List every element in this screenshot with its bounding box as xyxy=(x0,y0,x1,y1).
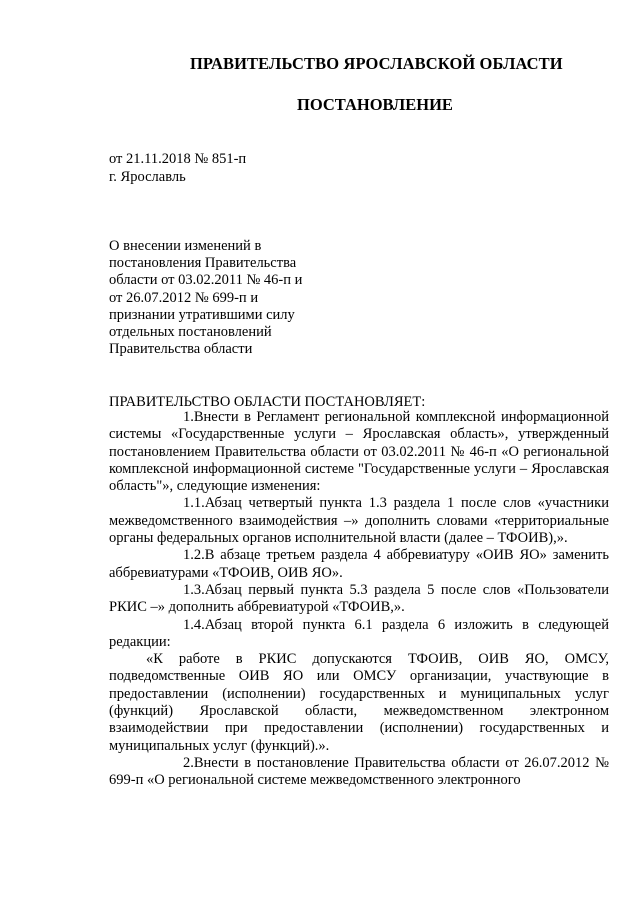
paragraph-text: Внести в Регламент региональной комплексной информационной системы «Государственные услуги – Ярославская область», утвержденный постановлением Правительства области от 03.02.2011 № 46-п «О региональной комплексной информационной системе "Государственные услуги – Ярославская область"», следующие изменения: xyxy=(109,409,609,495)
paragraph-text: В абзаце третьем раздела 4 аббревиатуру «ОИВ ЯО» заменить аббревиатурами «ТФОИВ, ОИВ ЯО». xyxy=(109,547,609,581)
date-number-line: от 21.11.2018 № 851-п xyxy=(109,151,247,167)
subject-line: от 26.07.2012 № 699-п и xyxy=(109,289,259,306)
paragraph-text: Внести в постановление Правительства области от 26.07.2012 № 699-п «О региональной системе межведомственного электронного xyxy=(109,754,609,789)
paragraph xyxy=(109,582,609,617)
subject-line: признании утратившими силу xyxy=(109,306,295,323)
subject-line: Правительства области xyxy=(109,341,253,358)
paragraph-number: 1. xyxy=(183,409,194,425)
quoted-paragraph xyxy=(109,651,609,755)
document-type: ПОСТАНОВЛЕНИЕ xyxy=(297,95,453,114)
subject-line: отдельных постановлений xyxy=(109,324,272,341)
paragraph xyxy=(109,409,609,495)
paragraph-text: Абзац второй пункта 6.1 раздела 6 изложить в следующей редакции: xyxy=(109,616,609,650)
document-subject xyxy=(109,238,339,358)
paragraph xyxy=(109,617,609,652)
subject-line: постановления Правительства xyxy=(109,255,297,272)
paragraph-text: Абзац четвертый пункта 1.3 раздела 1 после слов «участники межведомственного взаимодействия –» дополнить словами «территориальные органы федеральных органов исполнительной власти (далее – ТФОИВ),». xyxy=(109,495,609,547)
paragraph xyxy=(109,495,609,547)
subject-line: области от 03.02.2011 № 46-п и xyxy=(109,272,303,289)
paragraph-text: Абзац первый пункта 5.3 раздела 5 после слов «Пользователи РКИС –» дополнить аббревиатурой «ТФОИВ,». xyxy=(109,581,609,616)
document-meta xyxy=(109,150,246,186)
government-title: ПРАВИТЕЛЬСТВО ЯРОСЛАВСКОЙ ОБЛАСТИ xyxy=(190,54,563,73)
resolution-heading: ПРАВИТЕЛЬСТВО ОБЛАСТИ ПОСТАНОВЛЯЕТ: xyxy=(109,394,426,410)
paragraph-number: 1.2. xyxy=(183,547,205,564)
city-line: г. Ярославль xyxy=(109,169,186,185)
paragraph-number: 2. xyxy=(183,754,194,771)
paragraph-text: «К работе в РКИС допускаются ТФОИВ, ОИВ ЯО, ОМСУ, подведомственные ОИВ ЯО или ОМСУ организации, участвующие в предоставлении (исполнении) государственных и муниципальных услуг (функций) Ярославской области, межведомственном электронном взаимодействии при предоставлении (исполнении) государственных и муниципальных услуг (функций).». xyxy=(109,651,609,754)
paragraph-number: 1.4. xyxy=(183,616,205,633)
paragraph-number: 1.1. xyxy=(183,495,205,512)
paragraph xyxy=(109,755,609,790)
paragraph-number: 1.3. xyxy=(183,581,205,598)
subject-line: О внесении изменений в xyxy=(109,238,262,254)
document-body xyxy=(109,409,609,790)
paragraph xyxy=(109,547,609,582)
